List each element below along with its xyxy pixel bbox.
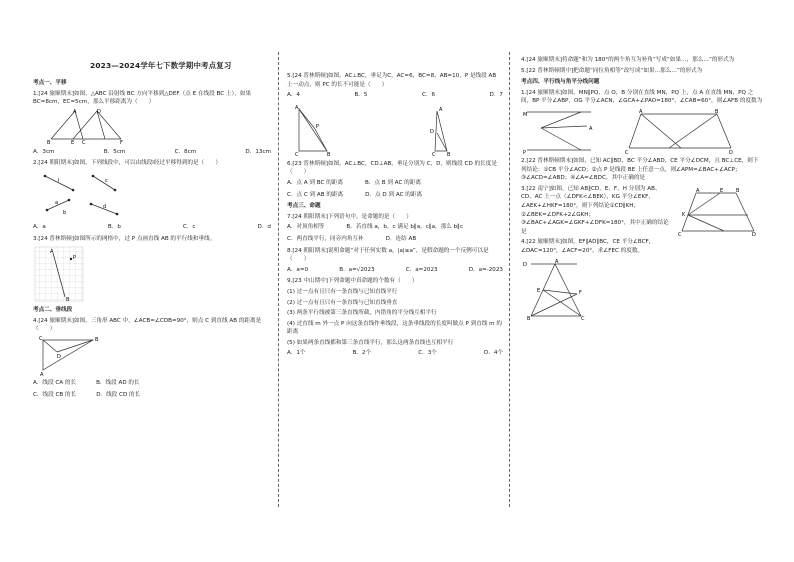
option-b: B．5 [354, 92, 368, 99]
grid-figure [33, 245, 93, 303]
option-d: D．a=-2023 [468, 266, 503, 273]
question-text: 1.[24 旅顺期末]如图，MN∥PQ，点 O，B 分别在直线 MN，PQ 上，点 A 在直线 MN，PQ 之间，BP 平分∠ABP，OG 平分∠ACN，∠GCA+∠PAO=180°，∠CAB=60°，则∠AFB 的度数为 [521, 89, 763, 105]
right-triangle-figure [33, 336, 113, 376]
option-d: D．13cm [245, 148, 271, 155]
column-divider-1 [278, 52, 279, 507]
option-d: D．点 D 到 AC 的距离 [365, 191, 423, 198]
answer-options [287, 191, 503, 200]
figure-label: B [527, 315, 531, 320]
question-text: 6.[23 普林斯顿]如图，AC⊥BC，CD⊥AB，垂足分别为 C，D，则线段 CD 的长度是（ ） [287, 160, 497, 176]
figure-label: C [295, 151, 299, 157]
question-text: 4.[22 旅顺期末]如图，EF∥AD∥BC，CE 平分∠BCF，∠DAC=120°，∠ACF=20°，求∠FEC 的度数。 [521, 239, 655, 254]
figure-label: E [537, 287, 541, 294]
parallel-lines-figures [521, 108, 751, 154]
option-d: D．7 [489, 92, 503, 99]
statement: (4) 过直线 m 外一点 P 向这条直线作垂线段，这条垂线段的长度叫做点 P 到直线 m 的距离 [287, 320, 502, 336]
option-a: A．点 A 到 BC 的距离 [287, 179, 343, 186]
figure-label: P [316, 123, 320, 130]
answer-options [33, 379, 271, 388]
option-d: D．d [257, 223, 271, 230]
figure-label: F [579, 289, 582, 296]
figure-label: P [73, 255, 77, 262]
figure-label: D [752, 231, 756, 237]
figure-label: F [120, 139, 123, 145]
column-3 [521, 56, 764, 323]
figure-label: C [39, 335, 43, 342]
option-d: D．连结 AB [385, 235, 417, 242]
figure-label: C [432, 151, 436, 157]
triangle-with-point-figure [287, 103, 487, 157]
question-text: 2.[24 朝阳期末]如图，下列线段中，可以由线段l经过平移得到的是（ ） [33, 160, 221, 167]
answer-options [33, 223, 271, 232]
answer-options [33, 391, 271, 400]
figure-label: B [47, 139, 51, 145]
answer-options [33, 148, 271, 157]
option-a: A．线段 CA 的长 [33, 379, 77, 386]
option-a: A．a [33, 223, 46, 230]
option-c: C．点 C 到 AB 的距离 [287, 191, 344, 198]
figure-label: A [696, 187, 700, 194]
figure-label: B [447, 151, 451, 157]
question-text: 4.[24 旅顺期末]将命题“和为 180°的两个角互为补角”写成“如果…，那么…”的形式为 [521, 57, 735, 63]
option-b: B．点 B 到 AC 的距离 [364, 179, 421, 186]
figure-label: B [715, 108, 719, 115]
answer-options [287, 223, 503, 232]
figure-label: A [295, 104, 299, 111]
option-b: B．b [107, 223, 121, 230]
figure-label: B [327, 151, 331, 157]
figure-label: E [720, 187, 724, 194]
option-a: A．4 [287, 92, 300, 99]
figure-label: D [430, 128, 434, 135]
section-heading: 考点三、命题 [287, 203, 321, 210]
figure-label: B [66, 297, 70, 304]
figure-label: A [73, 108, 77, 115]
section-heading: 考点四、平行线与角平分线问题 [521, 79, 600, 86]
figure-label: C [82, 139, 86, 145]
figure-label: l [58, 177, 60, 184]
figure-label: A [439, 106, 443, 113]
answer-options [287, 179, 503, 188]
option-c: C．a=2023 [405, 266, 438, 273]
option-d: D．4个 [483, 350, 503, 357]
figure-label: A [639, 108, 643, 115]
option-b: B．5cm [103, 148, 126, 155]
statement: (1) 过一点有且只有一条直线与已知直线平行 [287, 288, 398, 295]
option-c: C．3个 [418, 350, 437, 357]
option-a: A．3cm [33, 148, 55, 155]
option-c: C．6 [421, 92, 436, 99]
page-title: 2023—2024学年七下数学期中考点复习 [90, 61, 232, 70]
figure-label: b [63, 209, 67, 216]
figure-label: D [523, 261, 527, 268]
figure-label: P [523, 149, 527, 154]
figure-label: D [97, 108, 101, 115]
answer-options [287, 266, 503, 275]
option-c: C．c [182, 223, 196, 230]
figure-label: C [678, 231, 682, 237]
option-b: B．线段 AD 的长 [96, 379, 140, 386]
option-c: C．8cm [174, 148, 197, 155]
option-b: B．2个 [352, 350, 372, 357]
statement: (2) 过一点有且只有一条直线与已知直线垂直 [287, 299, 398, 306]
question-text: 3.[24 普林斯顿]如图所示的网格中，过 P 点画直线 AB 的平行线和垂线。 [33, 235, 216, 242]
statement: (3) 两条平行线被第三条直线所截，内错角的平分线互相平行 [287, 310, 437, 317]
question-text: 5.[22 普林斯顿期中]把命题“同位角相等”改写成“如果…那么…”的形式为 [521, 67, 703, 74]
answer-options [287, 91, 503, 100]
question-text: 9.[23 中山期中]下列命题中真命题的个数有（ ） [287, 278, 418, 285]
answer-options [287, 349, 503, 358]
line-segments-figure [33, 170, 153, 220]
angle-bisector-figure [521, 258, 601, 320]
option-a: A．1个 [287, 350, 306, 357]
question-text: 4.[24 旅顺期末]如图，三角形 ABC 中，∠ACB=∠CDB=90°，则点 C 到直线 AB 的距离是（ ） [33, 317, 262, 333]
answer-options [287, 235, 503, 244]
figure-label: B [736, 187, 740, 194]
column-2 [287, 72, 503, 361]
section-heading: 考点二、垂线段 [33, 307, 73, 314]
translated-triangles-figure [33, 109, 143, 145]
figure-label: C [625, 149, 629, 154]
question-text: 7.[24 朝阳期末]下列语句中，是命题的是（ ） [287, 213, 412, 220]
option-c: C．线段 CB 的长 [33, 391, 77, 398]
figure-label: D [57, 353, 61, 360]
question-text: 1.[24 旅顺期末]如图，△ABC 沿射线 BC 方向平移到△DEF（点 E 在线段 BC 上），如果 BC=8cm，EC=5cm，那么平移距离为（ ） [33, 90, 252, 106]
question-text: 8.[24 朝阳期末]说明命题“对于任何实数 a，|a|≥a”，是假命题的一个反例可以是（ ） [287, 247, 489, 263]
figure-label: C [581, 315, 585, 320]
figure-label: d [103, 203, 107, 210]
figure-label: K [682, 211, 686, 218]
question-text: 3.[22 南宁]如图，已知 AB∥CD，E、F、H 分别为 AB、CD、AC 上一点（∠DFK<∠BEK），KG 平分∠EKF，∠AEK+∠HKF=180°，则下列结论①CD∥KH；②∠BEK=∠DFK+2∠GKH；③∠BAC+∠AGK=∠GKF+∠DFK=180°，其中正确的结论是 [521, 185, 669, 235]
column-divider-2 [509, 52, 510, 507]
figure-label: D [729, 149, 733, 154]
option-a: A．对顶角相等 [287, 224, 325, 231]
column-1 [33, 76, 271, 402]
question-text: 2.[22 普林斯顿期末]如图，已知 AC∥BD，BC 平分∠ABD，CE 平分∠DCM，且 BC⊥CE，则下列结论：①CB 平分∠ACD；②点 P 是线段 BE 上任意一点，则∠APM=∠BAC+∠ACP；③∠ACD=∠ABD；④∠A=∠BDC，其中正确的是 [521, 157, 759, 182]
figure-label: M [523, 111, 528, 118]
figure-label: a [55, 199, 59, 206]
fold-figure [674, 187, 764, 237]
question-text: 5.[24 普林斯顿]如图，AC⊥BC，垂足为C，AC=6，BC=8，AB=10，P 是线段 AB 上一动点，则 PC 的长不可能是（ ） [287, 73, 497, 88]
figure-label: B [95, 336, 99, 343]
figure-label: c [105, 177, 108, 184]
figure-label: A [555, 258, 559, 265]
section-heading: 考点一、平移 [33, 80, 67, 86]
figure-label: A [50, 249, 54, 256]
figure-label: A [589, 125, 593, 132]
figure-label: A [40, 371, 44, 376]
option-d: D．线段 CD 的长 [96, 391, 141, 398]
option-a: A．a=0 [287, 266, 309, 273]
option-c: C．两直线平行，同旁内角互补 [287, 235, 364, 242]
statement: (5) 如果两条直线都和第三条直线平行，那么这两条直线也互相平行 [287, 339, 454, 346]
option-b: B．若直线 a，b，c 满足 b∥a，c∥a，那么 b∥c [346, 224, 464, 231]
option-b: B．a=√2023 [339, 266, 375, 273]
figure-label: E [71, 139, 75, 145]
